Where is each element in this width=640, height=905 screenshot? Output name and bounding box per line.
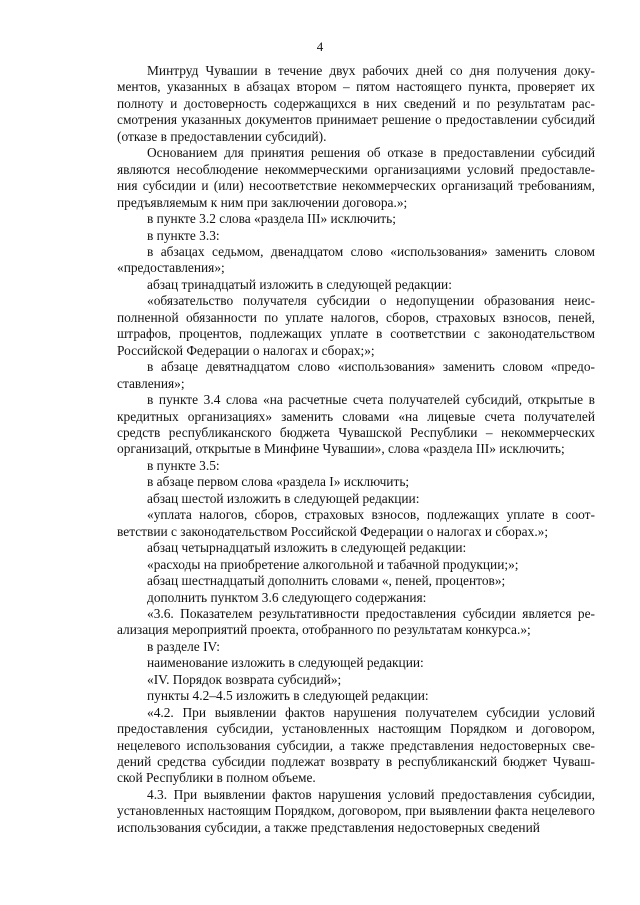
paragraph: «обязательство получателя субсидии о недопущении образования неисполненной обязанности по уплате налогов, сборов, страховых взносов, пеней, штрафов, процентов, подлежащих уплате в соответствии с законодательством Российской Федерации о налогах и сборах;»; [117, 293, 595, 358]
paragraph: наименование изложить в следующей редакции: [147, 655, 424, 671]
paragraph: «4.2. При выявлении фактов нарушения получателем субсидии условий предоставления субсидии, установленных настоящим Порядком и договором, нецелевого использования субсидии, а также представления недостоверных сведений средства субсидии подлежат возврату в республиканский бюджет Чувашской Республики в полном объеме. [117, 704, 595, 786]
paragraph: «IV. Порядок возврата субсидий»; [147, 671, 342, 687]
paragraph: абзац шестнадцатый дополнить словами «, пеней, процентов»; [147, 573, 506, 589]
paragraph: в пункте 3.2 слова «раздела III» исключить; [147, 211, 396, 227]
paragraph: в пункте 3.3: [147, 227, 220, 243]
paragraph: дополнить пунктом 3.6 следующего содержания: [147, 589, 427, 605]
page-number: 4 [316, 39, 324, 54]
paragraph: 4.3. При выявлении фактов нарушения условий предоставления субсидии, установленных настоящим Порядком, договором, при выявлении факта нецелевого использования субсидии, а также представления недостоверных сведений [117, 786, 595, 835]
paragraph: пункты 4.2–4.5 изложить в следующей редакции: [147, 688, 429, 704]
paragraph: в пункте 3.5: [147, 457, 220, 473]
paragraph: «3.6. Показателем результативности предоставления субсидии является реализация мероприятий проекта, отобранного по результатам конкурса.»; [117, 605, 595, 638]
paragraph: в разделе IV: [147, 638, 220, 654]
paragraph: в абзаце первом слова «раздела I» исключить; [147, 474, 410, 490]
paragraph: Минтруд Чувашии в течение двух рабочих дней со дня получения документов, указанных в абзацах втором – пятом настоящего пункта, проверяет их полноту и достоверность содержащихся в них сведений и по результатам рассмотрения указанных документов принимает решение о предоставлении субсидий (отказе в предоставлении субсидий). [117, 63, 595, 144]
paragraph: абзац тринадцатый изложить в следующей редакции: [147, 276, 452, 292]
paragraph: «уплата налогов, сборов, страховых взносов, подлежащих уплате в соответствии с законодательством Российской Федерации о налогах и сборах.»; [117, 507, 595, 539]
paragraph: в абзацах седьмом, двенадцатом слово «использования» заменить словом «предоставления»; [117, 243, 595, 276]
paragraph: в пункте 3.4 слова «на расчетные счета получателей субсидий, открытые в кредитных организациях» заменить словами «на лицевые счета получателей средств республиканского бюджета Чувашской Республики – некоммерческих организаций, открытые в Минфине Чувашии», слова «раздела III» исключить; [117, 392, 595, 457]
paragraph: в абзаце девятнадцатом слово «использования» заменить словом «предоставления»; [117, 359, 595, 391]
paragraph: Основанием для принятия решения об отказе в предоставлении субсидий являются несоблюдение некоммерческими организациями условий предоставления субсидии и (или) несоответствие некоммерческих организаций требованиям, предъявляемым к ним при заключении договора.»; [117, 145, 595, 210]
document-body [117, 63, 595, 836]
paragraph: абзац шестой изложить в следующей редакции: [147, 490, 420, 506]
paragraph: абзац четырнадцатый изложить в следующей редакции: [147, 540, 467, 556]
paragraph: «расходы на приобретение алкогольной и табачной продукции;»; [147, 556, 519, 572]
